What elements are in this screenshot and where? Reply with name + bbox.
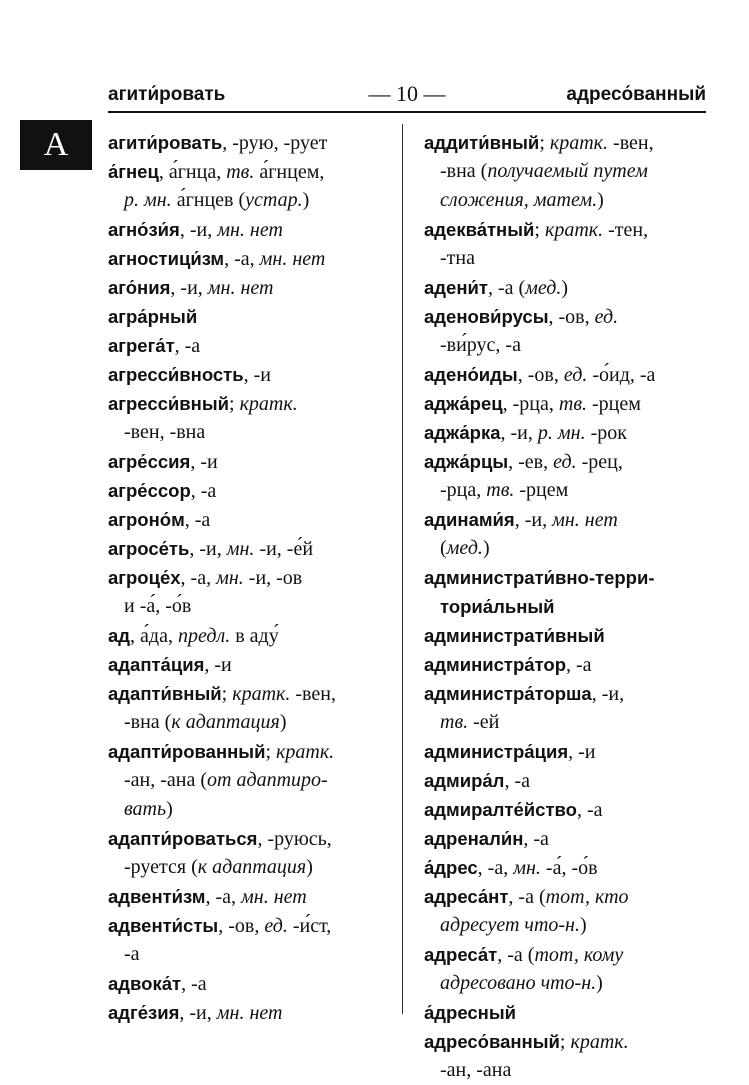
entry-text: , -и, (189, 538, 227, 560)
entry-text: -вен, -вна (124, 421, 206, 443)
entry-line (424, 273, 706, 302)
grammar-label: тв. (440, 711, 469, 733)
headword: аджа́рец (424, 393, 503, 414)
headword: аденови́русы (424, 306, 549, 327)
headword: ториа́льный (440, 596, 555, 617)
grammar-label: мн. (513, 857, 541, 879)
entry-text: ) (561, 277, 569, 299)
entry-line (108, 331, 390, 360)
grammar-label: адресует что-н. (440, 914, 580, 936)
entry-text: ; (229, 393, 240, 415)
grammar-label: кратк. (544, 219, 604, 241)
entry-text: , -и, (170, 277, 208, 299)
entry-continuation-line (424, 708, 706, 737)
entry-text: -рца, (440, 479, 487, 501)
grammar-label: кратк. (232, 683, 291, 705)
entry-text: ) (302, 189, 310, 211)
entry-line (424, 737, 706, 766)
entry-text: -вен, (608, 132, 654, 154)
column-divider (402, 124, 403, 1014)
headword: агре́ссор (108, 480, 191, 501)
entry-line (424, 563, 706, 592)
headword: аджа́рка (424, 422, 501, 443)
entry-text: -руется ( (124, 856, 198, 878)
entry-text: ) (579, 914, 587, 936)
left-guide-word: агити́ровать (108, 84, 226, 105)
entry-continuation-line (108, 592, 390, 621)
headword: адмиралте́йство (424, 799, 577, 820)
entry-text: -а (124, 943, 140, 965)
entry-text: -рцем (514, 479, 569, 501)
entry-continuation-line (424, 157, 706, 186)
entry-text: ) (166, 798, 173, 820)
entry-text: ; (534, 219, 545, 241)
grammar-label: мн. нет (552, 509, 618, 531)
headword: ад (108, 625, 131, 646)
headword: агресси́вность (108, 364, 244, 385)
headword: адени́т (424, 277, 488, 298)
headword: агроце́х (108, 567, 181, 588)
entry-line (108, 679, 390, 708)
entry-continuation-line (424, 534, 706, 563)
entry-text: ) (597, 189, 604, 211)
grammar-label: к адаптация (197, 856, 307, 878)
entry-text: ) (596, 972, 603, 994)
entry-text: , -рую, -рует (222, 132, 328, 154)
grammar-label: мн. нет (241, 886, 307, 908)
headword: адеква́тный (424, 219, 535, 240)
headword: адвенти́зм (108, 886, 206, 907)
entry-line (108, 882, 390, 911)
entry-text: , -а (523, 828, 549, 850)
entry-line (424, 650, 706, 679)
headword: адресо́ванный (424, 1031, 560, 1052)
grammar-label: тв. (486, 479, 515, 501)
entry-text: -ей (468, 711, 500, 733)
entry-text: , -и, (500, 422, 538, 444)
entry-text: ) (482, 537, 490, 559)
headword: адвенти́сты (108, 915, 219, 936)
grammar-label: ед. (563, 364, 588, 386)
entry-text: -вна ( (124, 711, 172, 733)
entry-text: , -и, (179, 219, 218, 241)
entry-line (108, 157, 390, 186)
headword: агра́рный (108, 306, 198, 327)
headword: адвока́т (108, 973, 182, 994)
entry-text: , -и (190, 451, 218, 473)
headword: адапти́рованный (108, 741, 266, 762)
entry-text: , -а (181, 973, 207, 995)
grammar-label: мн. (216, 567, 244, 589)
entry-line (108, 621, 390, 650)
headword: администрати́вный (424, 625, 605, 646)
headword: адренали́н (424, 828, 524, 849)
entry-line (424, 215, 706, 244)
entry-text: -вна ( (440, 160, 488, 182)
headword: агросе́ть (108, 538, 190, 559)
entry-line (108, 969, 390, 998)
entry-continuation-line (108, 766, 390, 795)
grammar-label: мед. (525, 277, 562, 299)
grammar-label: ед. (553, 451, 577, 473)
entry-line (108, 215, 390, 244)
entry-text: , -и, (591, 683, 625, 705)
headword: аго́ния (108, 277, 171, 298)
entry-text: -рец, (576, 451, 623, 473)
entry-text: , -и (243, 364, 271, 386)
entry-line (108, 737, 390, 766)
entry-text: -рок (585, 422, 627, 444)
grammar-label: мед. (446, 537, 483, 559)
entry-line (108, 447, 390, 476)
entry-line (424, 940, 706, 969)
grammar-label: кратк. (239, 393, 298, 415)
entry-line (424, 824, 706, 853)
entry-line (424, 418, 706, 447)
entry-text: -и́ст, (287, 915, 332, 937)
entry-line (108, 302, 390, 331)
entry-text: , -а (566, 654, 592, 676)
entry-text: , -рца, (502, 393, 559, 415)
entry-line (108, 389, 390, 418)
entry-continuation-line (424, 969, 706, 998)
entry-continuation-line (424, 476, 706, 505)
headword: адапти́вный (108, 683, 222, 704)
entry-text: , -а, (180, 567, 217, 589)
entry-text: ; (221, 683, 233, 705)
headword: агити́ровать (108, 132, 223, 153)
grammar-label: предл. (177, 625, 231, 647)
entry-text: в аду́ (230, 625, 279, 647)
entry-text: , -и, (179, 1002, 217, 1024)
entry-continuation-line (108, 186, 390, 215)
entry-text: , -а ( (508, 886, 546, 908)
entry-continuation-line (424, 592, 706, 621)
grammar-label: мн. нет (259, 248, 326, 270)
entry-line (424, 1027, 706, 1056)
entry-text: -тна (440, 247, 475, 269)
entry-line (108, 563, 390, 592)
grammar-label: мн. нет (217, 219, 283, 241)
entry-text: -а́, -о́в (540, 857, 598, 879)
entry-text: -рцем (587, 393, 641, 415)
entry-text: ) (279, 711, 287, 733)
grammar-label: мн. нет (216, 1002, 283, 1024)
entry-line (424, 389, 706, 418)
grammar-label: мн. (226, 538, 255, 560)
entry-text: -ан, -ана ( (124, 769, 208, 791)
entry-text: , -и (204, 654, 232, 676)
grammar-label: кратк. (549, 132, 609, 154)
grammar-label: тот, кому (534, 944, 624, 966)
section-letter-tab: А (20, 120, 92, 170)
entry-text: , -ов, (548, 306, 595, 328)
headword: администра́торша (424, 683, 592, 704)
entry-line (424, 128, 706, 157)
grammar-label: мн. нет (207, 277, 274, 299)
grammar-label: тв. (226, 161, 255, 183)
entry-text: а́гнцев ( (171, 189, 246, 211)
headword: адреса́нт (424, 886, 509, 907)
entry-text: -о́ид, -а (587, 364, 656, 386)
headword: аджа́рцы (424, 451, 509, 472)
headword: адреса́т (424, 944, 498, 965)
headword: а́гнец (108, 161, 159, 182)
entry-line (108, 998, 390, 1027)
entry-line (108, 360, 390, 389)
entry-text: , -руюсь, (257, 828, 332, 850)
entry-line (108, 505, 390, 534)
headword: администра́ция (424, 741, 569, 762)
grammar-label: к адаптация (171, 711, 280, 733)
running-header (108, 81, 706, 110)
entry-continuation-line (108, 940, 390, 969)
header-rule (108, 111, 706, 113)
entry-line (424, 679, 706, 708)
headword: администра́тор (424, 654, 566, 675)
grammar-label: сложения, матем. (440, 189, 598, 211)
entry-line (424, 360, 706, 389)
entry-text: , -а ( (487, 277, 526, 299)
headword: адапти́роваться (108, 828, 258, 849)
entry-text: , -а, (205, 886, 242, 908)
entry-text: а́гнцем, (254, 161, 325, 183)
grammar-label: кратк. (276, 741, 335, 763)
entry-text: , -ов, (517, 364, 564, 386)
entry-text: , -а (190, 480, 217, 502)
entry-text: , а́да, (130, 625, 178, 647)
entry-continuation-line (424, 911, 706, 940)
entry-line (108, 128, 390, 157)
entry-continuation-line (108, 418, 390, 447)
entry-continuation-line (424, 331, 706, 360)
grammar-label: устар. (245, 189, 303, 211)
headword: а́дресный (424, 1002, 517, 1023)
entry-line (108, 650, 390, 679)
entry-text: , -а, (477, 857, 514, 879)
headword: агностици́зм (108, 248, 225, 269)
grammar-label: р. мн. (124, 189, 172, 211)
entry-text: -вен, (290, 683, 336, 705)
entry-text: -тен, (603, 219, 649, 241)
entry-line (424, 882, 706, 911)
entry-continuation-line (108, 795, 390, 824)
headword: аддити́вный (424, 132, 540, 153)
entry-text: , -а (576, 799, 603, 821)
entry-text: -ан, -ана (440, 1059, 512, 1081)
grammar-label: от адаптиро- (207, 769, 328, 791)
entry-line (108, 824, 390, 853)
entry-text: и -а́, -о́в (124, 595, 192, 617)
entry-line (108, 476, 390, 505)
grammar-label: тв. (558, 393, 587, 415)
headword: агресси́вный (108, 393, 230, 414)
entry-continuation-line (424, 1056, 706, 1085)
entry-line (424, 447, 706, 476)
entry-line (424, 795, 706, 824)
grammar-label: адресовано что-н. (440, 972, 597, 994)
headword: агно́зи́я (108, 219, 180, 240)
entry-continuation-line (424, 186, 706, 215)
page-number: — 10 — (368, 81, 446, 106)
headword: адено́иды (424, 364, 518, 385)
entry-line (424, 853, 706, 882)
entry-text: , -и, (514, 509, 553, 531)
entry-line (424, 302, 706, 331)
entry-continuation-line (108, 708, 390, 737)
grammar-label: р. мн. (537, 422, 586, 444)
entry-text: -и, -ов (243, 567, 303, 589)
entry-text: , -а (174, 335, 201, 357)
entry-text: ( (440, 537, 447, 559)
entry-text: ; (539, 132, 550, 154)
headword: агроно́м (108, 509, 185, 530)
entry-text: , -ев, (508, 451, 554, 473)
entry-text: , -а ( (497, 944, 535, 966)
grammar-label: кратк. (570, 1031, 629, 1053)
grammar-label: тот, кто (545, 886, 629, 908)
grammar-label: ед. (264, 915, 288, 937)
entry-text: , -а (504, 770, 530, 792)
right-column (424, 128, 706, 1085)
grammar-label: вать (124, 798, 167, 820)
right-guide-word: адресо́ванный (566, 84, 706, 105)
entry-continuation-line (108, 853, 390, 882)
headword: адге́зия (108, 1002, 180, 1023)
entry-text: , -а (184, 509, 211, 531)
entry-line (424, 766, 706, 795)
headword: администрати́вно-терри- (424, 567, 655, 588)
grammar-label: ед. (594, 306, 619, 328)
entry-text: , а́гнца, (158, 161, 227, 183)
entry-text: , -а, (224, 248, 260, 270)
headword: адинами́я (424, 509, 515, 530)
entry-line (424, 505, 706, 534)
entry-line (108, 911, 390, 940)
entry-line (108, 273, 390, 302)
entry-text: ) (306, 856, 313, 878)
headword: адмира́л (424, 770, 505, 791)
entry-text: ; (265, 741, 277, 763)
headword: а́дрес (424, 857, 478, 878)
entry-line (108, 244, 390, 273)
entry-text: -ви́рус, -а (440, 334, 521, 356)
headword: агре́ссия (108, 451, 191, 472)
entry-line (424, 621, 706, 650)
entry-line (424, 998, 706, 1027)
headword: адапта́ция (108, 654, 205, 675)
headword: агрега́т (108, 335, 175, 356)
entry-line (108, 534, 390, 563)
entry-continuation-line (424, 244, 706, 273)
left-column (108, 128, 390, 1027)
grammar-label: получаемый путем (487, 160, 648, 182)
entry-text: , -и (568, 741, 596, 763)
entry-text: , -ов, (218, 915, 265, 937)
entry-text: -и, -е́й (254, 538, 314, 560)
entry-text: ; (559, 1031, 571, 1053)
